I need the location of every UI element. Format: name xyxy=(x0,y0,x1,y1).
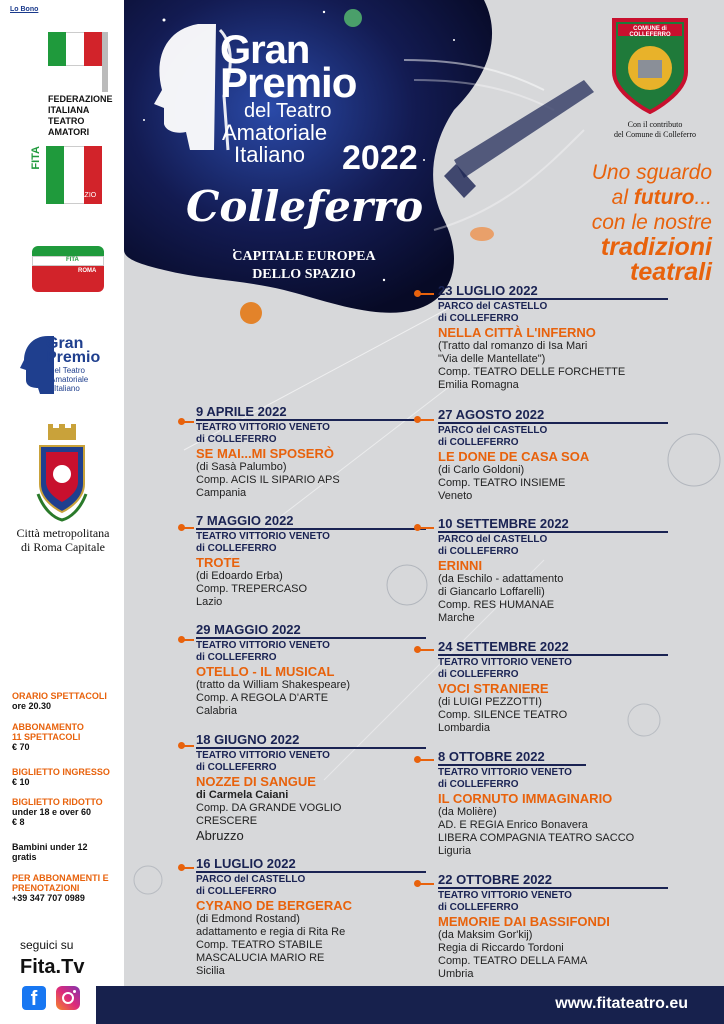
instagram-icon[interactable] xyxy=(56,986,80,1010)
event-date: 9 APRILE 2022 xyxy=(196,404,287,419)
event-venue: di COLLEFERRO xyxy=(438,546,519,557)
event-dash xyxy=(182,745,194,747)
fita-vertical-bar xyxy=(102,32,108,92)
event-line: Lombardia xyxy=(438,722,490,734)
fita-federazione-logo xyxy=(0,30,124,137)
event-date: 29 MAGGIO 2022 xyxy=(196,622,301,637)
event-date: 10 SETTEMBRE 2022 xyxy=(438,516,569,531)
capitale-line: DELLO SPAZIO xyxy=(252,267,356,282)
event-venue: di COLLEFERRO xyxy=(196,762,277,773)
fed-line: TEATRO xyxy=(48,116,85,126)
event-line: Veneto xyxy=(438,490,473,502)
info-title: BIGLIETTO RIDOTTO xyxy=(12,797,103,807)
event-line: Sicilia xyxy=(196,965,225,977)
event-dash xyxy=(418,419,434,421)
info-value: gratis xyxy=(12,852,37,862)
event-venue: TEATRO VITTORIO VENETO xyxy=(196,531,330,542)
title-year: 2022 xyxy=(342,139,418,177)
slogan xyxy=(532,160,712,285)
title-italiano: Italiano xyxy=(234,142,305,167)
event-line: Comp. TREPERCASO xyxy=(196,583,308,595)
roma-label: ROMA xyxy=(78,268,97,274)
fitatv-link[interactable]: Fita.Tv xyxy=(20,956,85,978)
event-venue: TEATRO VITTORIO VENETO xyxy=(438,657,572,668)
event-venue: di COLLEFERRO xyxy=(438,313,519,324)
title-city: Colleferro xyxy=(186,182,424,231)
event-line: Comp. TEATRO INSIEME xyxy=(438,477,566,489)
event-venue: PARCO del CASTELLO xyxy=(438,301,548,312)
title-capitale xyxy=(224,248,384,284)
event-line: Comp. A REGOLA D'ARTE xyxy=(196,692,329,704)
info-value: under 18 e over 60 xyxy=(12,807,92,817)
event-line: CRESCERE xyxy=(196,815,258,827)
event-title: VOCI STRANIERE xyxy=(438,681,549,696)
date-underline xyxy=(438,298,668,300)
info-biglietto xyxy=(12,767,122,787)
event-title: SE MAI...MI SPOSERÒ xyxy=(196,446,334,461)
event-venue: di COLLEFERRO xyxy=(438,902,519,913)
event-venue: TEATRO VITTORIO VENETO xyxy=(438,767,572,778)
event-venue: di COLLEFERRO xyxy=(196,652,277,663)
event-title: OTELLO - IL MUSICAL xyxy=(196,664,335,679)
slogan-part: ... xyxy=(694,186,712,209)
date-underline xyxy=(438,764,586,766)
event-date: 18 GIUGNO 2022 xyxy=(196,732,300,747)
event-line: "Via delle Mantellate") xyxy=(438,353,546,365)
event-date: 7 MAGGIO 2022 xyxy=(196,513,294,528)
event-line: Comp. TEATRO STABILE xyxy=(196,939,323,951)
event-line: Comp. DA GRANDE VOGLIO xyxy=(196,802,342,814)
event-card xyxy=(438,872,668,981)
slogan-line: con le nostre xyxy=(591,211,712,234)
event-line: di Giancarlo Loffarelli) xyxy=(438,586,545,598)
capitale-line: CAPITALE EUROPEA xyxy=(232,249,376,264)
footer-bar xyxy=(96,986,724,1024)
event-line: (di Edmond Rostand) xyxy=(196,913,300,925)
event-line: Comp. ACIS IL SIPARIO APS xyxy=(196,474,340,486)
event-line: Campania xyxy=(196,487,247,499)
event-venue: di COLLEFERRO xyxy=(438,437,519,448)
crest-text: COMUNE di COLLEFERRO xyxy=(629,26,671,38)
event-line: (tratto da William Shakespeare) xyxy=(196,679,351,691)
event-dash xyxy=(182,639,194,641)
event-card xyxy=(438,283,668,392)
event-venue: di COLLEFERRO xyxy=(438,669,519,680)
event-line: AD. E REGIA Enrico Bonavera xyxy=(438,819,588,831)
event-card xyxy=(196,404,426,500)
fita-vertical-text: FITA xyxy=(30,146,42,170)
event-title: CYRANO DE BERGERAC xyxy=(196,898,353,913)
event-dash xyxy=(182,421,194,423)
phone-number[interactable]: +39 347 707 0989 xyxy=(12,893,85,903)
gran-premio-small-logo xyxy=(0,330,124,400)
roma-green-band xyxy=(32,246,104,256)
date-underline xyxy=(438,654,668,656)
fed-line: ITALIANA xyxy=(48,105,90,115)
event-line: Liguria xyxy=(438,845,472,857)
event-line: (di Edoardo Erba) xyxy=(196,570,283,582)
event-line: Abruzzo xyxy=(196,828,244,843)
slogan-part: futuro xyxy=(633,186,695,209)
fita-roma-logo xyxy=(0,238,124,300)
event-title: NELLA CITTÀ L'INFERNO xyxy=(438,325,596,340)
event-line: Regia di Riccardo Tordoni xyxy=(438,942,564,954)
fita-lazio-logo xyxy=(0,142,124,208)
event-line: Marche xyxy=(438,612,475,624)
coat-of-arms-icon xyxy=(34,424,90,522)
event-dash xyxy=(418,883,434,885)
event-card xyxy=(196,732,426,843)
event-title: ERINNI xyxy=(438,558,483,573)
contrib-line: del Comune di Colleferro xyxy=(614,130,696,139)
event-line: (da Maksim Gor'kij) xyxy=(438,929,533,941)
website-link[interactable]: www.fitateatro.eu xyxy=(555,995,688,1012)
slogan-line xyxy=(532,185,712,210)
event-card xyxy=(438,407,668,503)
info-value: € 8 xyxy=(12,817,25,827)
event-dash xyxy=(418,649,434,651)
info-bambini xyxy=(12,842,122,862)
slogan-line: teatrali xyxy=(630,258,712,286)
city-line: Città metropolitana xyxy=(16,526,110,540)
event-date: 24 SETTEMBRE 2022 xyxy=(438,639,569,654)
facebook-icon[interactable]: f xyxy=(22,986,46,1010)
date-underline xyxy=(438,422,668,424)
lazio-label: LAZIO xyxy=(76,192,97,199)
event-date: 16 LUGLIO 2022 xyxy=(196,856,296,871)
event-line: Comp. RES HUMANAE xyxy=(438,599,555,611)
gp-small-premio: Premio xyxy=(46,349,101,366)
event-line: MASCALUCIA MARIO RE xyxy=(196,952,325,964)
event-card xyxy=(438,516,668,625)
event-venue: PARCO del CASTELLO xyxy=(196,874,306,885)
event-line: Comp. TEATRO DELLE FORCHETTE xyxy=(438,366,626,378)
event-line: Comp. SILENCE TEATRO xyxy=(438,709,568,721)
event-date: 27 AGOSTO 2022 xyxy=(438,407,545,422)
federazione-text xyxy=(48,94,113,138)
event-title: LE DONE DE CASA SOA xyxy=(438,449,590,464)
roma-fita-text: FITA xyxy=(66,257,79,263)
event-dash xyxy=(418,759,434,761)
fed-line: FEDERAZIONE xyxy=(48,94,113,104)
info-title: ABBONAMENTO 11 SPETTACOLI xyxy=(12,722,84,742)
event-card xyxy=(438,749,708,858)
info-title: BIGLIETTO INGRESSO xyxy=(12,767,110,777)
event-card xyxy=(196,622,426,718)
title-del-teatro xyxy=(244,100,332,122)
info-prenotazioni xyxy=(12,873,122,903)
info-ridotto xyxy=(12,797,122,827)
gp-small-amatoriale: Amatoriale xyxy=(50,375,89,384)
event-card xyxy=(438,639,668,735)
event-line: di Carmela Caiani xyxy=(196,789,289,801)
info-title: PER ABBONAMENTI E PRENOTAZIONI xyxy=(12,873,109,893)
event-line: (di Carlo Goldoni) xyxy=(438,464,525,476)
main-panel xyxy=(124,0,724,1024)
event-line: adattamento e regia di Rita Re xyxy=(196,926,346,938)
sidebar xyxy=(0,0,124,1024)
event-venue: di COLLEFERRO xyxy=(438,779,519,790)
event-venue: di COLLEFERRO xyxy=(196,434,277,445)
event-line: LIBERA COMPAGNIA TEATRO SACCO xyxy=(438,832,635,844)
event-title: MEMORIE DAI BASSIFONDI xyxy=(438,914,610,929)
event-line: Comp. TEATRO DELLA FAMA xyxy=(438,955,588,967)
event-line: Umbria xyxy=(438,968,474,980)
title-gran: Gran xyxy=(220,28,310,72)
date-underline xyxy=(196,637,426,639)
event-card xyxy=(196,513,426,609)
info-orario xyxy=(12,691,122,711)
event-date: 22 OTTOBRE 2022 xyxy=(438,872,552,887)
event-line: Calabria xyxy=(196,705,237,717)
info-value: ore 20.30 xyxy=(12,701,52,711)
gp-small-teatro: Teatro xyxy=(62,366,85,375)
contrib-line: Con il contributo xyxy=(627,120,683,129)
lobono-link[interactable]: Lo Bono xyxy=(10,6,39,13)
event-date: 8 OTTOBRE 2022 xyxy=(438,749,545,764)
event-venue: TEATRO VITTORIO VENETO xyxy=(196,422,330,433)
event-venue: PARCO del CASTELLO xyxy=(438,534,548,545)
event-venue: PARCO del CASTELLO xyxy=(438,425,548,436)
date-underline xyxy=(196,419,426,421)
event-line: (di LUIGI PEZZOTTI) xyxy=(438,696,542,708)
title-premio: Premio xyxy=(220,59,357,106)
contributo-text xyxy=(590,120,720,140)
info-title: ORARIO SPETTACOLI xyxy=(12,691,107,701)
slogan-line: tradizioni xyxy=(600,233,712,261)
info-title: Bambini under 12 xyxy=(12,842,88,852)
slogan-part: al xyxy=(611,186,634,209)
event-dash xyxy=(418,527,434,529)
slogan-line: Uno sguardo xyxy=(591,161,712,184)
info-value: € 10 xyxy=(12,777,30,787)
event-venue: TEATRO VITTORIO VENETO xyxy=(438,890,572,901)
event-venue: di COLLEFERRO xyxy=(196,886,277,897)
event-venue: di COLLEFERRO xyxy=(196,543,277,554)
event-line: (Tratto dal romanzo di Isa Mari xyxy=(438,340,588,352)
date-underline xyxy=(196,747,426,749)
title-del: del xyxy=(244,100,271,122)
event-venue: TEATRO VITTORIO VENETO xyxy=(196,750,330,761)
event-dash xyxy=(182,867,194,869)
event-line: Lazio xyxy=(196,596,223,608)
title-teatro: Teatro xyxy=(275,100,332,122)
event-title: TROTE xyxy=(196,555,241,570)
gp-small-italiano: Italiano xyxy=(54,384,80,393)
citta-metropolitana-logo xyxy=(0,422,124,552)
event-line: (di Sasà Palumbo) xyxy=(196,461,287,473)
date-underline xyxy=(438,887,668,889)
event-dash xyxy=(418,293,434,295)
italian-flag-icon xyxy=(48,32,102,66)
gp-small-gran: Gran xyxy=(46,335,84,352)
event-venue: TEATRO VITTORIO VENETO xyxy=(196,640,330,651)
title-amatoriale: Amatoriale xyxy=(222,120,328,145)
fed-line: AMATORI xyxy=(48,127,90,137)
info-value: € 70 xyxy=(12,742,30,752)
info-abbonamento xyxy=(12,722,122,752)
city-line: di Roma Capitale xyxy=(21,540,105,554)
event-line: Emilia Romagna xyxy=(438,379,519,391)
event-date: 23 LUGLIO 2022 xyxy=(438,283,538,298)
event-dash xyxy=(182,527,194,529)
event-line: (da Molière) xyxy=(438,806,497,818)
event-title: NOZZE DI SANGUE xyxy=(196,774,316,789)
event-title: IL CORNUTO IMMAGINARIO xyxy=(438,791,613,806)
date-underline xyxy=(196,871,426,873)
gp-small-del: del xyxy=(50,366,61,375)
date-underline xyxy=(438,531,668,533)
event-line: (da Eschilo - adattamento xyxy=(438,573,564,585)
date-underline xyxy=(196,528,426,530)
social-label: seguici su xyxy=(20,938,74,952)
event-card xyxy=(196,856,426,978)
